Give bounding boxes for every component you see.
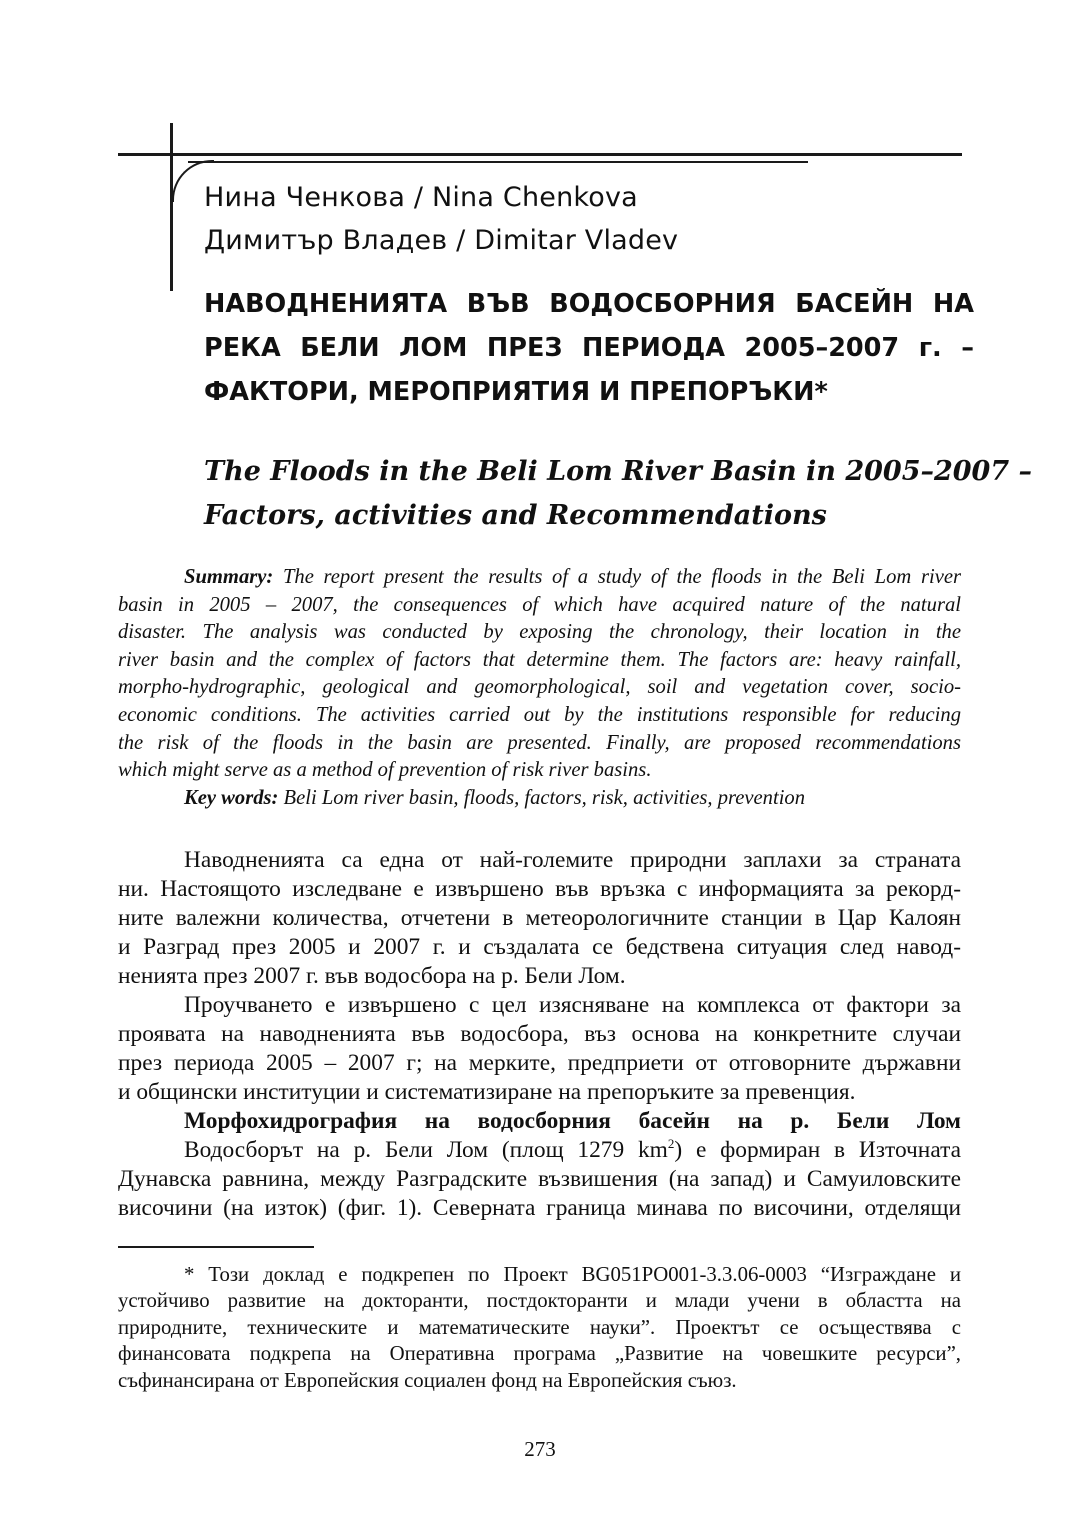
title-en-line: The Floods in the Beli Lom River Basin in 2005–2007 – bbox=[204, 456, 1033, 487]
keywords-label: Key words: bbox=[184, 786, 279, 809]
summary-first-text: The report present the results of a study of the floods in the Beli Lom river bbox=[282, 566, 961, 588]
summary-line: which might serve as a method of prevention of risk river basins. bbox=[118, 759, 652, 782]
p3-first-before: Водосборът на р. Бели Лом (площ 1279 km bbox=[184, 1137, 668, 1163]
p3-superscript: 2 bbox=[667, 1136, 675, 1152]
author-1: Нина Ченкова / Nina Chenkova bbox=[204, 182, 638, 213]
title-bg-line: ФАКТОРИ, МЕРОПРИЯТИЯ И ПРЕПОРЪКИ* bbox=[204, 377, 828, 407]
header-rule-short bbox=[188, 161, 808, 163]
title-bulgarian bbox=[204, 282, 974, 414]
keywords-text: Beli Lom river basin, floods, factors, risk, activities, prevention bbox=[283, 786, 806, 809]
body-line: височини (на изток) (фиг. 1). Северната граница минава по височини, отделящи bbox=[118, 1195, 961, 1221]
summary-line: disaster. The analysis was conducted by exposing the chronology, their location in the bbox=[118, 621, 961, 644]
summary-line: the risk of the floods in the basin are presented. Finally, are proposed recommendations bbox=[118, 731, 961, 754]
footnote-rule bbox=[118, 1246, 314, 1248]
title-english bbox=[204, 450, 1033, 538]
summary-line: river basin and the complex of factors that determine them. The factors are: heavy rainfall, bbox=[118, 648, 961, 671]
body-line: проявата на наводненията във водосбора, въз основа на конкретните случаи bbox=[118, 1021, 961, 1047]
footnote-line: природните, техническите и математическите науки”. Проектът се осъществява с bbox=[118, 1315, 961, 1339]
header-rule-long bbox=[118, 153, 962, 156]
section-heading: Морфохидрография на водосборния басейн на р. Бели Лом bbox=[184, 1108, 961, 1134]
body-text bbox=[118, 846, 961, 1223]
footnote bbox=[118, 1262, 961, 1394]
footnote-line: устойчиво развитие на докторанти, постдокторанти и млади учени в областта на bbox=[118, 1289, 961, 1313]
footnote-line: * Този доклад е подкрепен по Проект BG051PO001-3.3.06-0003 “Изграждане и bbox=[184, 1263, 961, 1286]
page-number: 273 bbox=[524, 1437, 556, 1461]
footnote-line: съфинансирана от Европейския социален фонд на Европейския съюз. bbox=[118, 1368, 737, 1392]
body-line: ни. Настоящото изследване е извършено във връзка с информацията за рекорд- bbox=[118, 876, 961, 902]
body-line: и Разград през 2005 и 2007 г. и създалата се бедствена ситуация след навод- bbox=[118, 934, 961, 960]
p3-first-after: ) е формиран в Източната bbox=[674, 1137, 961, 1163]
body-line: през периода 2005 – 2007 г; на мерките, предприети от отговорните държавни bbox=[118, 1050, 961, 1076]
summary-line: basin in 2005 – 2007, the consequences of which have acquired nature of the natural bbox=[118, 593, 961, 616]
body-line: ните валежни количества, отчетени в метеорологичните станции в Цар Калоян bbox=[118, 905, 961, 931]
author-2: Димитър Владев / Dimitar Vladev bbox=[204, 225, 679, 256]
keywords-line bbox=[118, 785, 961, 813]
title-bg-line: РЕКА БЕЛИ ЛОМ ПРЕЗ ПЕРИОДА 2005–2007 г. – bbox=[204, 333, 974, 363]
header-vertical-rule bbox=[170, 123, 173, 291]
summary-label: Summary: bbox=[184, 566, 274, 588]
body-line: Наводненията са една от най-големите природни заплахи за страната bbox=[184, 847, 961, 873]
body-line: ненията през 2007 г. във водосбора на р. Бели Лом. bbox=[118, 963, 626, 989]
body-line: и общински институции и систематизиране на препоръките за превенция. bbox=[118, 1079, 856, 1105]
title-en-line: Factors, activities and Recommendations bbox=[204, 500, 827, 531]
body-line bbox=[118, 1136, 961, 1165]
summary-line: economic conditions. The activities carried out by the institutions responsible for reducing bbox=[118, 703, 961, 726]
title-bg-line: НАВОДНЕНИЯТА ВЪВ ВОДОСБОРНИЯ БАСЕЙН НА bbox=[204, 289, 974, 319]
body-line: Проучването е извършено с цел изясняване на комплекса от фактори за bbox=[184, 992, 961, 1018]
summary-line: morpho-hydrographic, geological and geomorphological, soil and vegetation cover, socio- bbox=[118, 676, 961, 699]
summary-first-line bbox=[118, 564, 961, 592]
summary-block bbox=[118, 564, 961, 812]
footnote-line: финансовата подкрепа на Оперативна програма „Развитие на човешките ресурси”, bbox=[118, 1342, 961, 1366]
body-line: Дунавска равнина, между Разградските възвишения (на запад) и Самуиловските bbox=[118, 1166, 961, 1192]
